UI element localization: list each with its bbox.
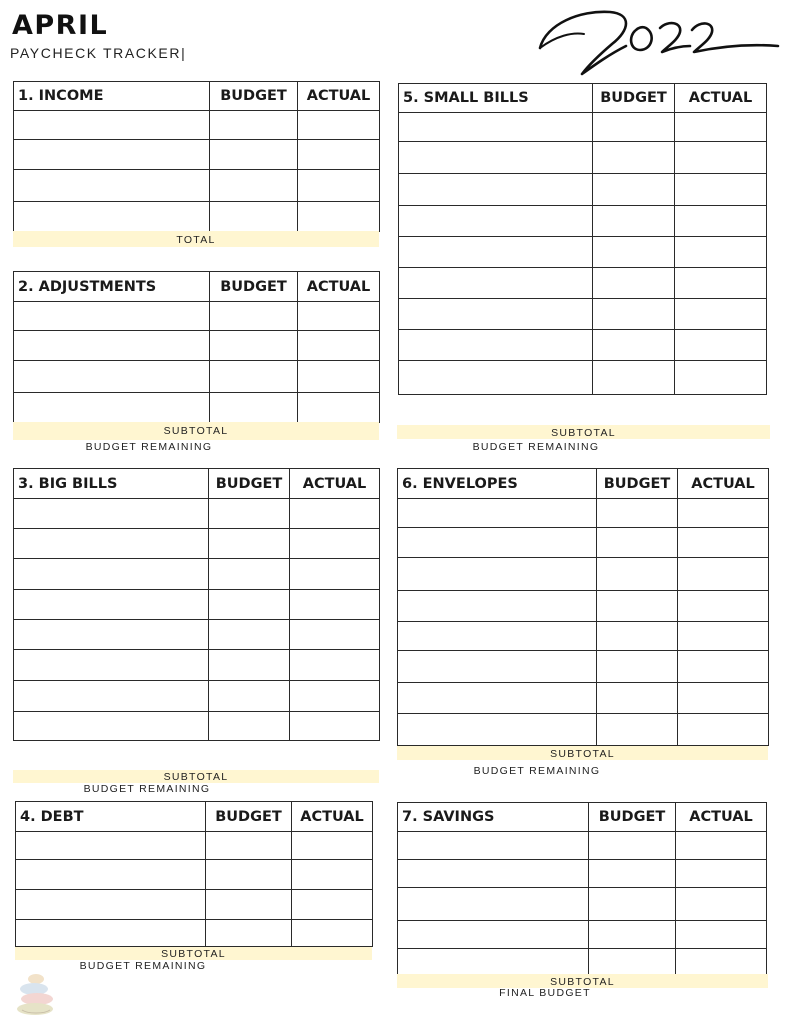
actual-header: ACTUAL — [292, 802, 373, 832]
table-row — [398, 558, 769, 591]
table-row — [14, 111, 380, 140]
actual-cell[interactable] — [290, 620, 380, 650]
table-row — [399, 299, 767, 330]
section-title: 6. ENVELOPES — [398, 469, 597, 499]
section-title: 1. INCOME — [14, 82, 210, 111]
budget-header: BUDGET — [593, 84, 675, 113]
entry-name-cell[interactable] — [14, 620, 209, 650]
budget-cell[interactable] — [597, 591, 678, 622]
actual-cell[interactable] — [292, 890, 373, 920]
actual-cell[interactable] — [292, 860, 373, 890]
actual-cell[interactable] — [292, 832, 373, 860]
actual-cell[interactable] — [676, 949, 767, 975]
table-row — [14, 559, 380, 590]
entry-name-cell[interactable] — [14, 590, 209, 620]
actual-cell[interactable] — [676, 888, 767, 921]
budget-cell[interactable] — [593, 174, 675, 206]
subtotal-bar: SUBTOTAL — [397, 746, 768, 760]
table-row — [399, 330, 767, 361]
actual-cell[interactable] — [678, 499, 769, 528]
budget-cell[interactable] — [210, 393, 298, 423]
budget-cell[interactable] — [206, 920, 292, 947]
budget-cell[interactable] — [593, 268, 675, 299]
actual-cell[interactable] — [675, 237, 767, 268]
actual-cell[interactable] — [290, 712, 380, 741]
table-row — [14, 590, 380, 620]
table-row — [398, 860, 767, 888]
entry-name-cell[interactable] — [399, 113, 593, 142]
entry-name-cell[interactable] — [399, 268, 593, 299]
actual-cell[interactable] — [298, 170, 380, 202]
actual-cell[interactable] — [678, 558, 769, 591]
budget-cell[interactable] — [210, 361, 298, 393]
table-row — [14, 650, 380, 681]
budget-cell[interactable] — [593, 330, 675, 361]
big-bills-table — [13, 468, 380, 741]
actual-cell[interactable] — [298, 111, 380, 140]
budget-header: BUDGET — [206, 802, 292, 832]
table-row — [399, 268, 767, 299]
actual-cell[interactable] — [290, 529, 380, 559]
table-row — [398, 832, 767, 860]
budget-cell[interactable] — [597, 622, 678, 651]
adjustments-table — [13, 271, 380, 423]
table-row — [398, 949, 767, 975]
section-title: 7. SAVINGS — [398, 803, 589, 832]
budget-cell[interactable] — [589, 888, 676, 921]
actual-cell[interactable] — [675, 299, 767, 330]
budget-cell[interactable] — [593, 237, 675, 268]
budget-cell[interactable] — [210, 170, 298, 202]
small-bills-table — [398, 83, 767, 395]
actual-cell[interactable] — [675, 330, 767, 361]
actual-cell[interactable] — [298, 361, 380, 393]
budget-cell[interactable] — [210, 140, 298, 170]
entry-name-cell[interactable] — [399, 361, 593, 395]
table-row — [399, 206, 767, 237]
final-budget-label: FINAL BUDGET — [499, 987, 591, 999]
table-row — [14, 499, 380, 529]
actual-header: ACTUAL — [678, 469, 769, 499]
entry-name-cell[interactable] — [398, 921, 589, 949]
entry-name-cell[interactable] — [14, 529, 209, 559]
actual-cell[interactable] — [292, 920, 373, 947]
table-row — [399, 237, 767, 268]
entry-name-cell[interactable] — [398, 591, 597, 622]
budget-cell[interactable] — [593, 142, 675, 174]
subtotal-bar: SUBTOTAL — [397, 425, 770, 439]
budget-cell[interactable] — [210, 202, 298, 232]
budget-remaining-label: BUDGET REMAINING — [473, 765, 601, 777]
budget-cell[interactable] — [209, 529, 290, 559]
actual-cell[interactable] — [298, 202, 380, 232]
month-title: APRIL — [12, 10, 109, 41]
envelopes-table — [397, 468, 769, 746]
entry-name-cell[interactable] — [14, 202, 210, 232]
actual-cell[interactable] — [675, 206, 767, 237]
actual-cell[interactable] — [678, 683, 769, 714]
table-row — [398, 683, 769, 714]
entry-name-cell[interactable] — [398, 651, 597, 683]
entry-name-cell[interactable] — [14, 393, 210, 423]
entry-name-cell[interactable] — [14, 499, 209, 529]
actual-cell[interactable] — [675, 113, 767, 142]
budget-cell[interactable] — [209, 681, 290, 712]
entry-name-cell[interactable] — [399, 142, 593, 174]
budget-cell[interactable] — [206, 860, 292, 890]
actual-cell[interactable] — [298, 331, 380, 361]
entry-name-cell[interactable] — [16, 860, 206, 890]
actual-cell[interactable] — [290, 559, 380, 590]
budget-cell[interactable] — [210, 111, 298, 140]
entry-name-cell[interactable] — [398, 832, 589, 860]
table-row — [16, 832, 373, 860]
table-row — [14, 302, 380, 331]
actual-cell[interactable] — [678, 622, 769, 651]
budget-cell[interactable] — [593, 361, 675, 395]
table-row — [14, 529, 380, 559]
actual-cell[interactable] — [290, 499, 380, 529]
subtotal-bar: SUBTOTAL — [13, 770, 379, 783]
section-title: 4. DEBT — [16, 802, 206, 832]
actual-cell[interactable] — [675, 361, 767, 395]
budget-cell[interactable] — [593, 206, 675, 237]
actual-cell[interactable] — [298, 302, 380, 331]
income-table — [13, 81, 380, 232]
budget-cell[interactable] — [597, 499, 678, 528]
budget-header: BUDGET — [589, 803, 676, 832]
entry-name-cell[interactable] — [398, 949, 589, 975]
budget-cell[interactable] — [597, 714, 678, 746]
table-row — [398, 888, 767, 921]
actual-cell[interactable] — [675, 142, 767, 174]
total-bar: TOTAL — [13, 231, 379, 247]
budget-cell[interactable] — [209, 620, 290, 650]
budget-cell[interactable] — [593, 299, 675, 330]
budget-cell[interactable] — [206, 832, 292, 860]
table-row — [16, 860, 373, 890]
budget-header: BUDGET — [209, 469, 290, 499]
budget-cell[interactable] — [209, 590, 290, 620]
table-row — [14, 140, 380, 170]
actual-cell[interactable] — [290, 590, 380, 620]
budget-cell[interactable] — [589, 949, 676, 975]
entry-name-cell[interactable] — [398, 714, 597, 746]
table-row — [398, 591, 769, 622]
actual-cell[interactable] — [676, 832, 767, 860]
actual-header: ACTUAL — [298, 82, 380, 111]
budget-remaining-label: BUDGET REMAINING — [85, 441, 213, 453]
section-title: 3. BIG BILLS — [14, 469, 209, 499]
table-row — [14, 681, 380, 712]
budget-cell[interactable] — [210, 302, 298, 331]
entry-name-cell[interactable] — [14, 712, 209, 741]
entry-name-cell[interactable] — [14, 331, 210, 361]
entry-name-cell[interactable] — [16, 920, 206, 947]
entry-name-cell[interactable] — [14, 361, 210, 393]
actual-header: ACTUAL — [675, 84, 767, 113]
table-row — [398, 651, 769, 683]
entry-name-cell[interactable] — [399, 237, 593, 268]
actual-cell[interactable] — [678, 651, 769, 683]
entry-name-cell[interactable] — [398, 499, 597, 528]
budget-cell[interactable] — [593, 113, 675, 142]
budget-cell[interactable] — [209, 650, 290, 681]
table-row — [398, 714, 769, 746]
actual-cell[interactable] — [678, 591, 769, 622]
budget-header: BUDGET — [210, 272, 298, 302]
tracker-subtitle: PAYCHECK TRACKER| — [10, 45, 187, 61]
entry-name-cell[interactable] — [14, 140, 210, 170]
section-title: 5. SMALL BILLS — [399, 84, 593, 113]
entry-name-cell[interactable] — [14, 681, 209, 712]
actual-cell[interactable] — [290, 650, 380, 681]
budget-cell[interactable] — [597, 651, 678, 683]
subtotal-bar: SUBTOTAL — [15, 947, 372, 960]
section-title: 2. ADJUSTMENTS — [14, 272, 210, 302]
entry-name-cell[interactable] — [398, 860, 589, 888]
table-row — [399, 174, 767, 206]
budget-cell[interactable] — [597, 558, 678, 591]
table-row — [16, 890, 373, 920]
actual-cell[interactable] — [298, 393, 380, 423]
entry-name-cell[interactable] — [398, 888, 589, 921]
entry-name-cell[interactable] — [16, 890, 206, 920]
budget-cell[interactable] — [589, 921, 676, 949]
table-row — [399, 361, 767, 395]
entry-name-cell[interactable] — [14, 170, 210, 202]
savings-table — [397, 802, 767, 975]
actual-cell[interactable] — [676, 860, 767, 888]
debt-table — [15, 801, 373, 947]
table-row — [399, 142, 767, 174]
budget-header: BUDGET — [597, 469, 678, 499]
budget-remaining-label: BUDGET REMAINING — [83, 783, 211, 795]
table-row — [14, 202, 380, 232]
table-row — [398, 921, 767, 949]
subtotal-bar: SUBTOTAL — [13, 422, 379, 440]
entry-name-cell[interactable] — [16, 832, 206, 860]
budget-cell[interactable] — [589, 860, 676, 888]
actual-cell[interactable] — [298, 140, 380, 170]
table-row — [398, 622, 769, 651]
budget-remaining-label: BUDGET REMAINING — [472, 441, 600, 453]
stacked-stones-logo-icon — [14, 970, 58, 1018]
table-row — [398, 499, 769, 528]
table-row — [14, 712, 380, 741]
actual-header: ACTUAL — [298, 272, 380, 302]
budget-cell[interactable] — [206, 890, 292, 920]
budget-cell[interactable] — [209, 499, 290, 529]
table-row — [14, 393, 380, 423]
actual-cell[interactable] — [290, 681, 380, 712]
budget-header: BUDGET — [210, 82, 298, 111]
entry-name-cell[interactable] — [399, 174, 593, 206]
table-row — [14, 331, 380, 361]
entry-name-cell[interactable] — [398, 622, 597, 651]
entry-name-cell[interactable] — [398, 683, 597, 714]
actual-header: ACTUAL — [290, 469, 380, 499]
entry-name-cell[interactable] — [14, 559, 209, 590]
budget-cell[interactable] — [209, 559, 290, 590]
table-row — [14, 361, 380, 393]
budget-cell[interactable] — [589, 832, 676, 860]
table-row — [14, 620, 380, 650]
actual-cell[interactable] — [678, 714, 769, 746]
subtotal-bar: SUBTOTAL — [397, 974, 768, 988]
actual-cell[interactable] — [675, 174, 767, 206]
table-row — [14, 170, 380, 202]
entry-name-cell[interactable] — [399, 330, 593, 361]
actual-cell[interactable] — [675, 268, 767, 299]
budget-cell[interactable] — [597, 528, 678, 558]
actual-cell[interactable] — [676, 921, 767, 949]
entry-name-cell[interactable] — [14, 111, 210, 140]
entry-name-cell[interactable] — [14, 302, 210, 331]
actual-cell[interactable] — [678, 528, 769, 558]
table-row — [16, 920, 373, 947]
entry-name-cell[interactable] — [399, 206, 593, 237]
table-row — [398, 528, 769, 558]
year-script-logo — [532, 6, 782, 80]
entry-name-cell[interactable] — [398, 528, 597, 558]
actual-header: ACTUAL — [676, 803, 767, 832]
budget-cell[interactable] — [597, 683, 678, 714]
budget-cell[interactable] — [210, 331, 298, 361]
table-row — [399, 113, 767, 142]
budget-remaining-label: BUDGET REMAINING — [79, 960, 207, 972]
entry-name-cell[interactable] — [14, 650, 209, 681]
entry-name-cell[interactable] — [399, 299, 593, 330]
entry-name-cell[interactable] — [398, 558, 597, 591]
budget-cell[interactable] — [209, 712, 290, 741]
